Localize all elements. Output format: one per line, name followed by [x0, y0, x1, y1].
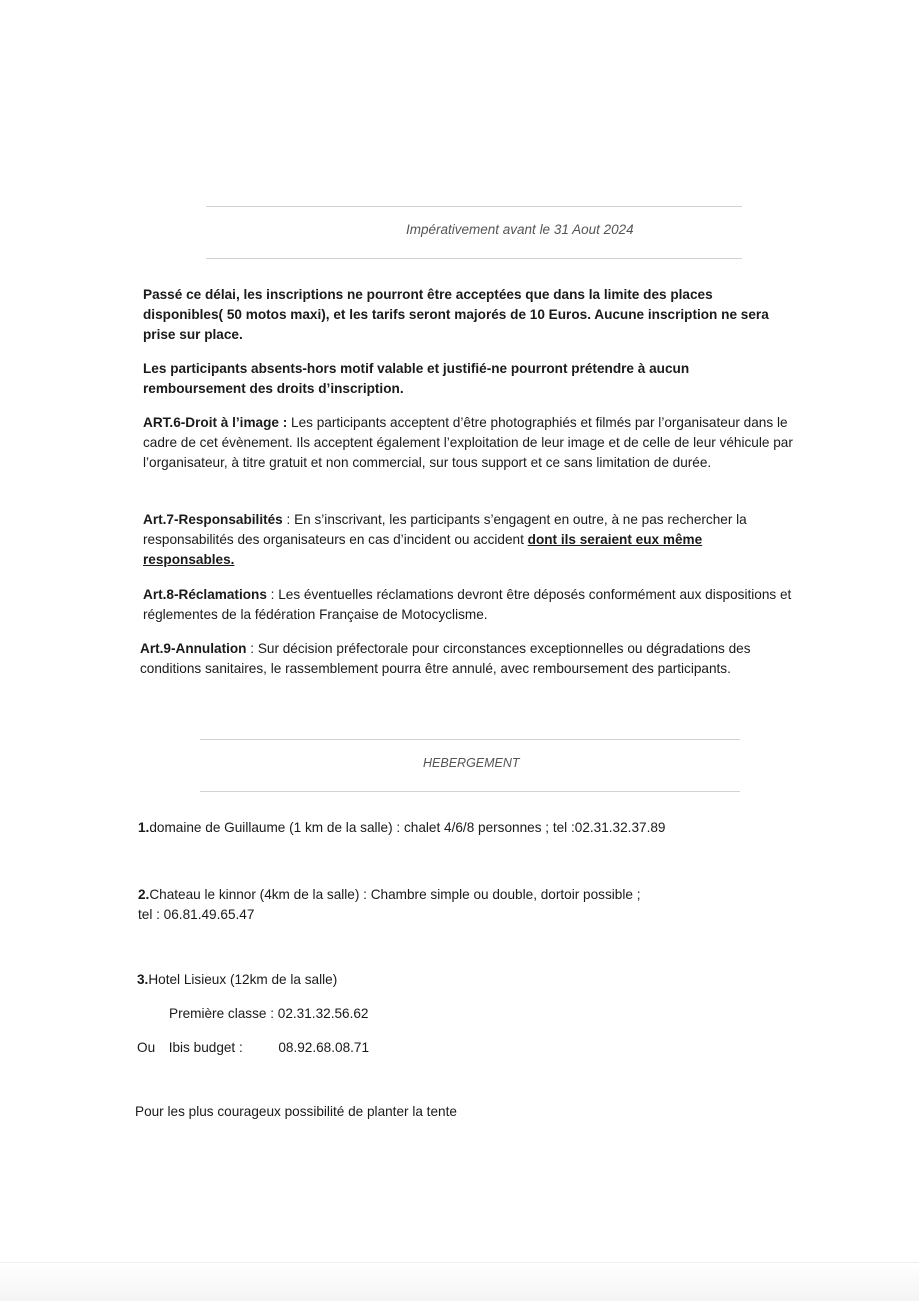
lodging-item-1 [138, 818, 665, 838]
lodging-item-2-text: Chateau le kinnor (4km de la salle) : Chambre simple ou double, dortoir possible ; [149, 887, 641, 902]
deadline-banner: Impérativement avant le 31 Aout 2024 [406, 222, 634, 237]
ou-label: Ou [137, 1040, 156, 1055]
late-registration-paragraph: Passé ce délai, les inscriptions ne pourront être acceptées que dans la limite des places disponibles( 50 motos maxi), et les tarifs seront majorés de 10 Euros. Aucune inscription ne sera prise sur place. [143, 287, 769, 342]
article-9 [140, 639, 800, 679]
article-8-label: Art.8-Réclamations [143, 587, 267, 602]
article-6-label: ART.6-Droit à l’image : [143, 415, 288, 430]
article-7 [143, 510, 793, 570]
ibis-line [137, 1038, 369, 1058]
banner-bottom-rule [206, 258, 742, 259]
no-refund-paragraph: Les participants absents-hors motif valable et justifié-ne pourront prétendre à aucun remboursement des droits d’inscription. [143, 361, 690, 396]
article-7-text: : En s’inscrivant, les participants s’engagent en outre, à ne pas rechercher la responsabilités des organisateurs en cas d’incident ou accident [143, 512, 747, 547]
article-6-text: Les participants acceptent d’être photographiés et filmés par l’organisateur dans le cadre de cet évènement. Ils acceptent également l’exploitation de leur image et de celle de leur véhicule par l’organisateur, à titre gratuit et non commercial, sur tous support et ce sans limitation de durée. [143, 415, 793, 470]
lodging-item-1-number: 1. [138, 820, 150, 835]
article-9-label: Art.9-Annulation [140, 641, 247, 656]
lodging-item-1-text: domaine de Guillaume (1 km de la salle) : chalet 4/6/8 personnes ; tel :02.31.32.37.89 [149, 820, 666, 835]
hebergement-top-rule [200, 739, 740, 740]
article-7-label: Art.7-Responsabilités [143, 512, 283, 527]
lodging-item-2-tel: tel : 06.81.49.65.47 [138, 907, 255, 922]
article-6 [143, 413, 793, 473]
article-8 [143, 585, 793, 625]
lodging-item-3 [137, 970, 337, 990]
ibis-phone: 08.92.68.08.71 [278, 1040, 370, 1055]
article-9-text: : Sur décision préfectorale pour circonstances exceptionnelles ou dégradations des conditions sanitaires, le rassemblement pourra être annulé, avec remboursement des participants. [140, 641, 751, 676]
banner-top-rule [206, 206, 742, 207]
lodging-item-3-text: Hotel Lisieux (12km de la salle) [148, 972, 338, 987]
ibis-label: Ibis budget : [168, 1040, 243, 1055]
camping-line: Pour les plus courageux possibilité de planter la tente [135, 1104, 457, 1119]
lodging-item-2-number: 2. [138, 887, 150, 902]
premiere-classe-line: Première classe : 02.31.32.56.62 [169, 1006, 369, 1021]
hebergement-banner: HEBERGEMENT [423, 756, 520, 770]
article-7-underlined: dont ils seraient eux même responsables. [143, 532, 703, 567]
scan-bottom-edge [0, 1262, 919, 1301]
hebergement-bottom-rule [200, 791, 740, 792]
lodging-item-3-number: 3. [137, 972, 149, 987]
lodging-item-2 [138, 885, 640, 905]
article-8-text: : Les éventuelles réclamations devront être déposés conformément aux dispositions et réglementes de la fédération Française de Motocyclisme. [143, 587, 792, 622]
